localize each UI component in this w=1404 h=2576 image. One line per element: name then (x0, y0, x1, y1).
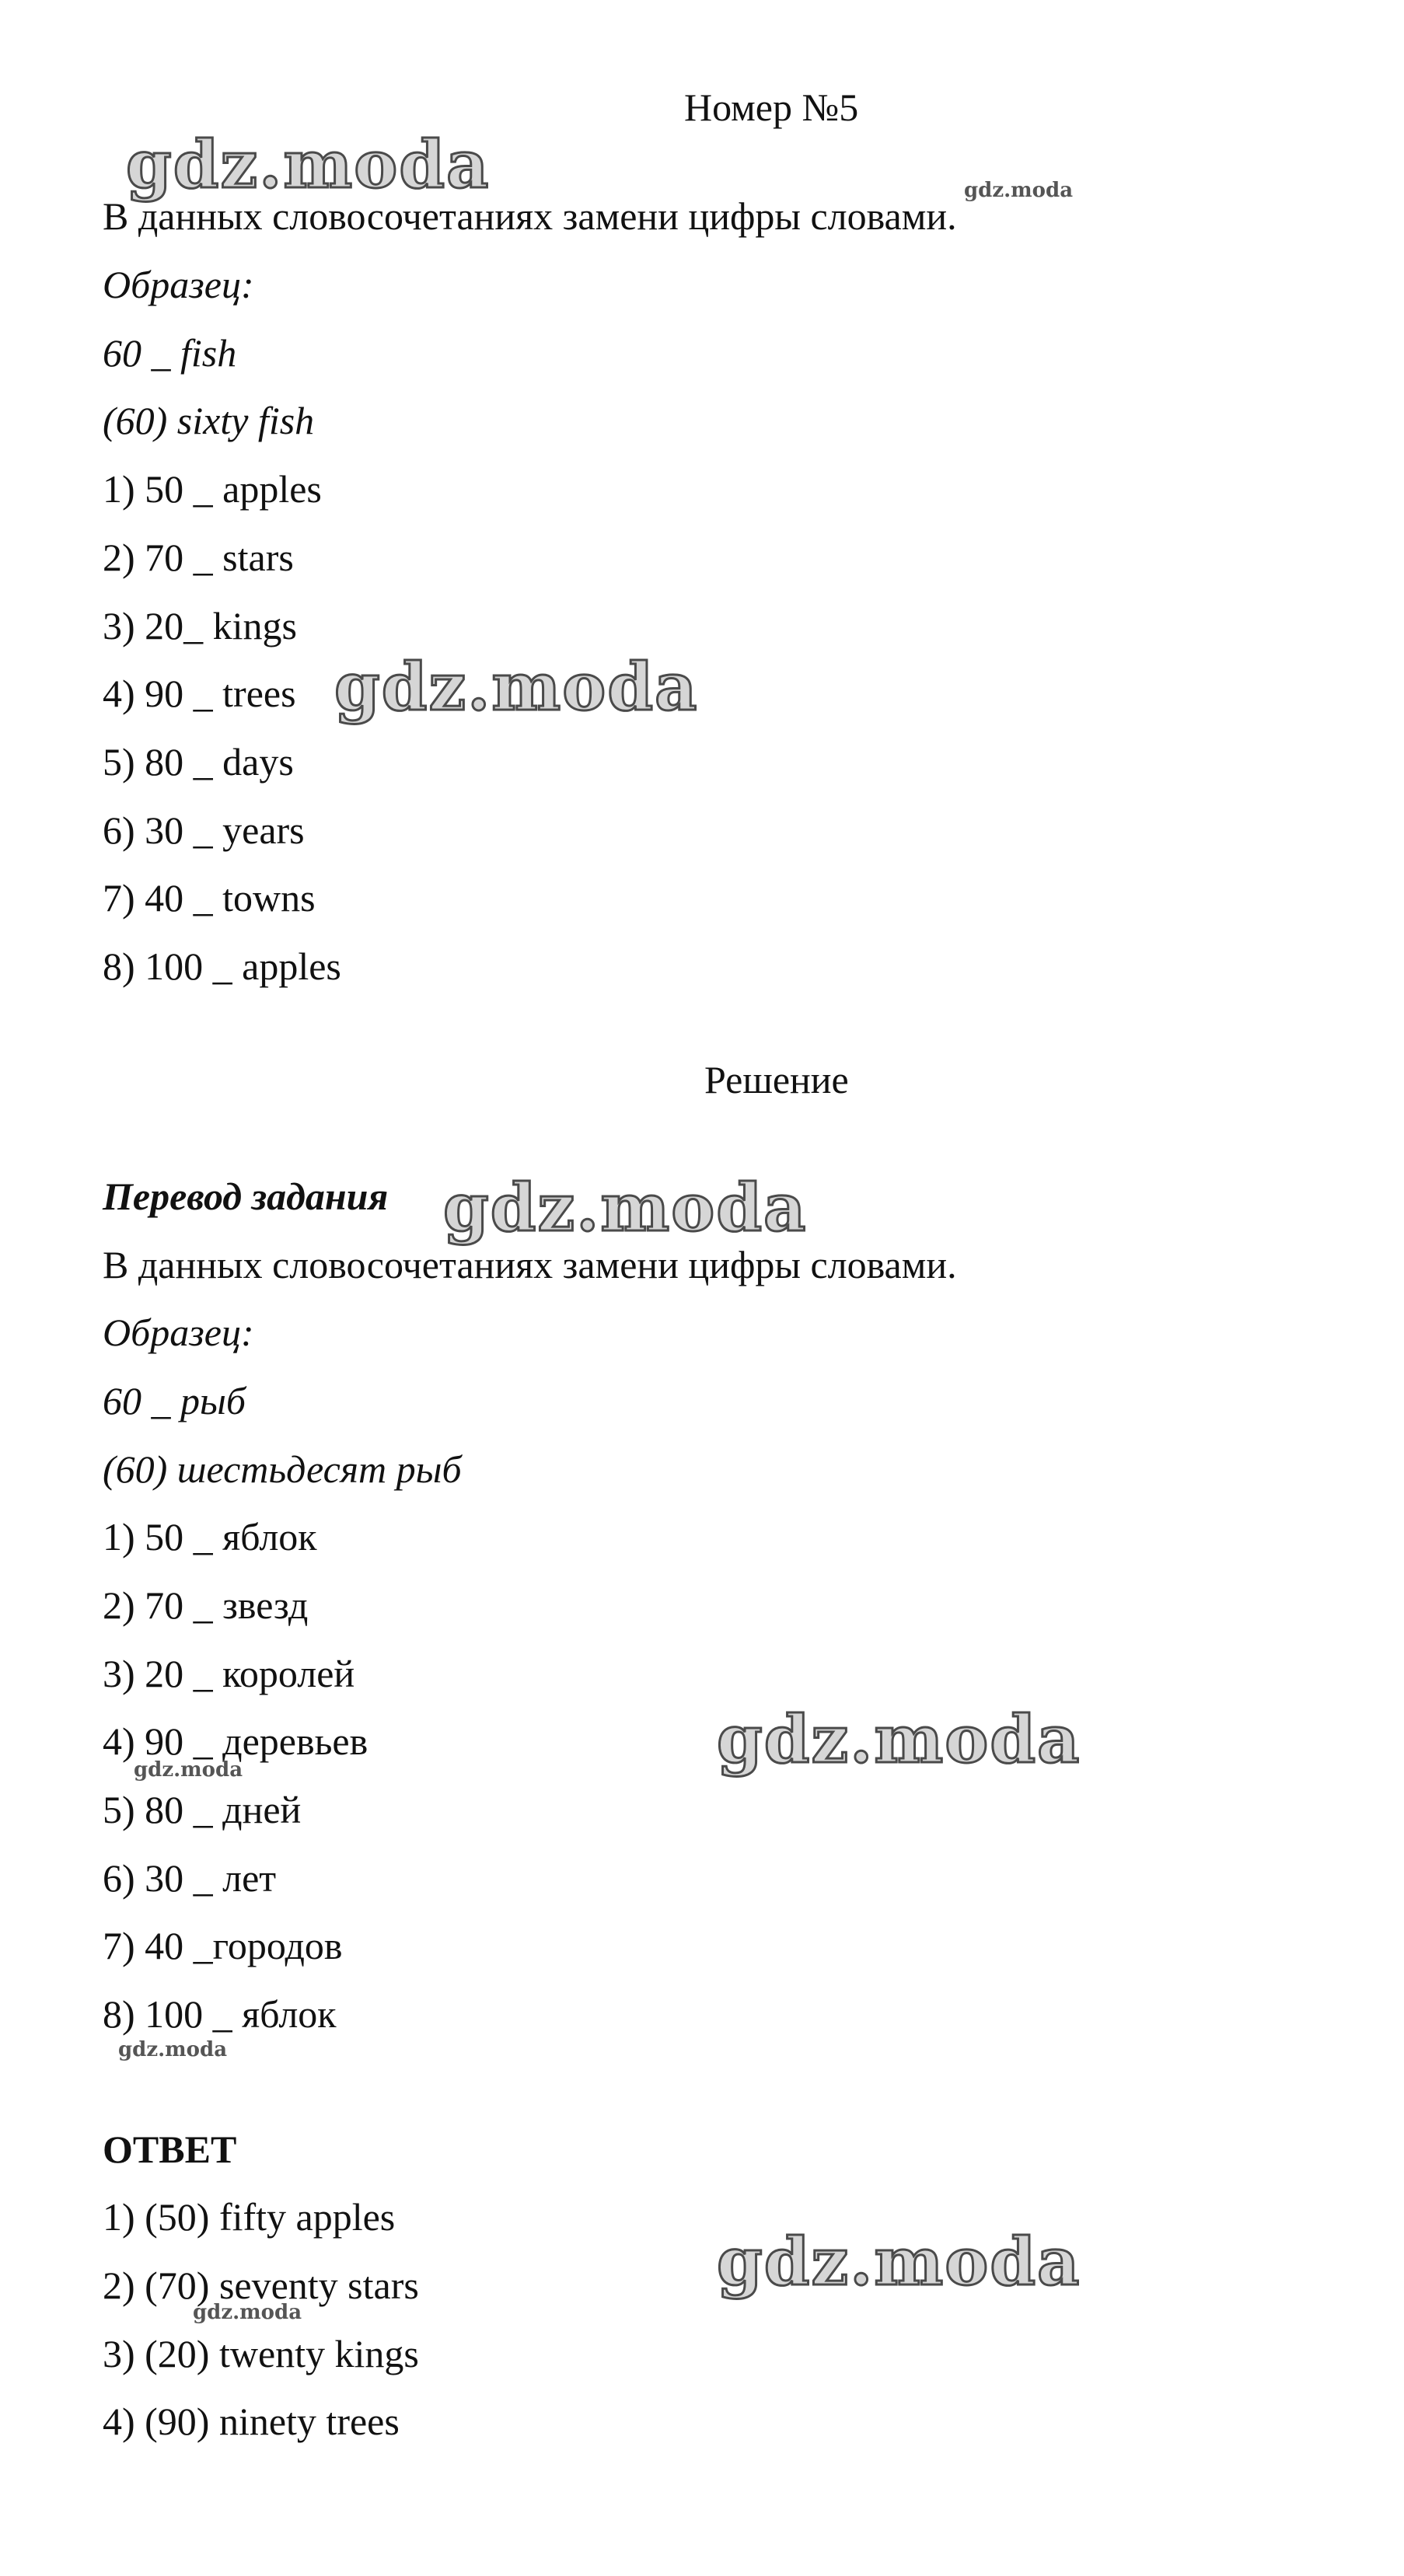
solution-item: 2) 70 _ звезд (103, 1583, 309, 1627)
solution-item: 1) 50 _ яблок (103, 1515, 317, 1559)
task-item: 8) 100 _ apples (103, 944, 341, 988)
task-instruction: В данных словосочетаниях замени цифры словами. (103, 194, 957, 238)
watermark: gdz.moda (134, 1758, 243, 1782)
solution-item: 3) 20 _ королей (103, 1652, 355, 1695)
solution-sample-label: Образец: (103, 1311, 254, 1354)
solution-item: 4) 90 _ деревьев (103, 1719, 368, 1763)
watermark: gdz.moda (964, 179, 1074, 202)
task-item: 1) 50 _ apples (103, 467, 322, 511)
watermark: gdz.moda (717, 1701, 1081, 1778)
task-item: 5) 80 _ days (103, 740, 294, 784)
solution-item: 5) 80 _ дней (103, 1788, 302, 1831)
task-sample-line-2: (60) sixty fish (103, 399, 315, 442)
solution-title: Решение (704, 1058, 849, 1101)
solution-item: 6) 30 _ лет (103, 1856, 277, 1900)
solution-item: 8) 100 _ яблок (103, 1992, 337, 2036)
solution-sample-line-2: (60) шестьдесят рыб (103, 1447, 462, 1491)
task-item: 2) 70 _ stars (103, 536, 294, 579)
watermark: gdz.moda (717, 2223, 1081, 2300)
task-sample-label: Образец: (103, 263, 254, 306)
watermark: gdz.moda (126, 126, 491, 203)
answer-heading: ОТВЕТ (103, 2127, 237, 2171)
task-item: 4) 90 _ trees (103, 672, 296, 715)
answer-item: 1) (50) fifty apples (103, 2195, 396, 2239)
answer-item: 4) (90) ninety trees (103, 2400, 400, 2443)
watermark: gdz.moda (334, 648, 699, 725)
task-item: 6) 30 _ years (103, 808, 305, 852)
page-title: Номер №5 (684, 86, 859, 129)
translation-heading: Перевод задания (103, 1175, 389, 1218)
solution-instruction: В данных словосочетаниях замени цифры словами. (103, 1243, 957, 1286)
solution-sample-line-1: 60 _ рыб (103, 1379, 246, 1422)
task-item: 7) 40 _ towns (103, 876, 316, 920)
watermark: gdz.moda (193, 2301, 302, 2324)
solution-item: 7) 40 _городов (103, 1924, 343, 1967)
answer-item: 2) (70) seventy stars (103, 2264, 419, 2307)
task-item: 3) 20_ kings (103, 604, 297, 647)
answer-item: 3) (20) twenty kings (103, 2332, 419, 2375)
task-sample-line-1: 60 _ fish (103, 331, 237, 375)
watermark: gdz.moda (118, 2038, 228, 2061)
watermark: gdz.moda (443, 1169, 808, 1246)
